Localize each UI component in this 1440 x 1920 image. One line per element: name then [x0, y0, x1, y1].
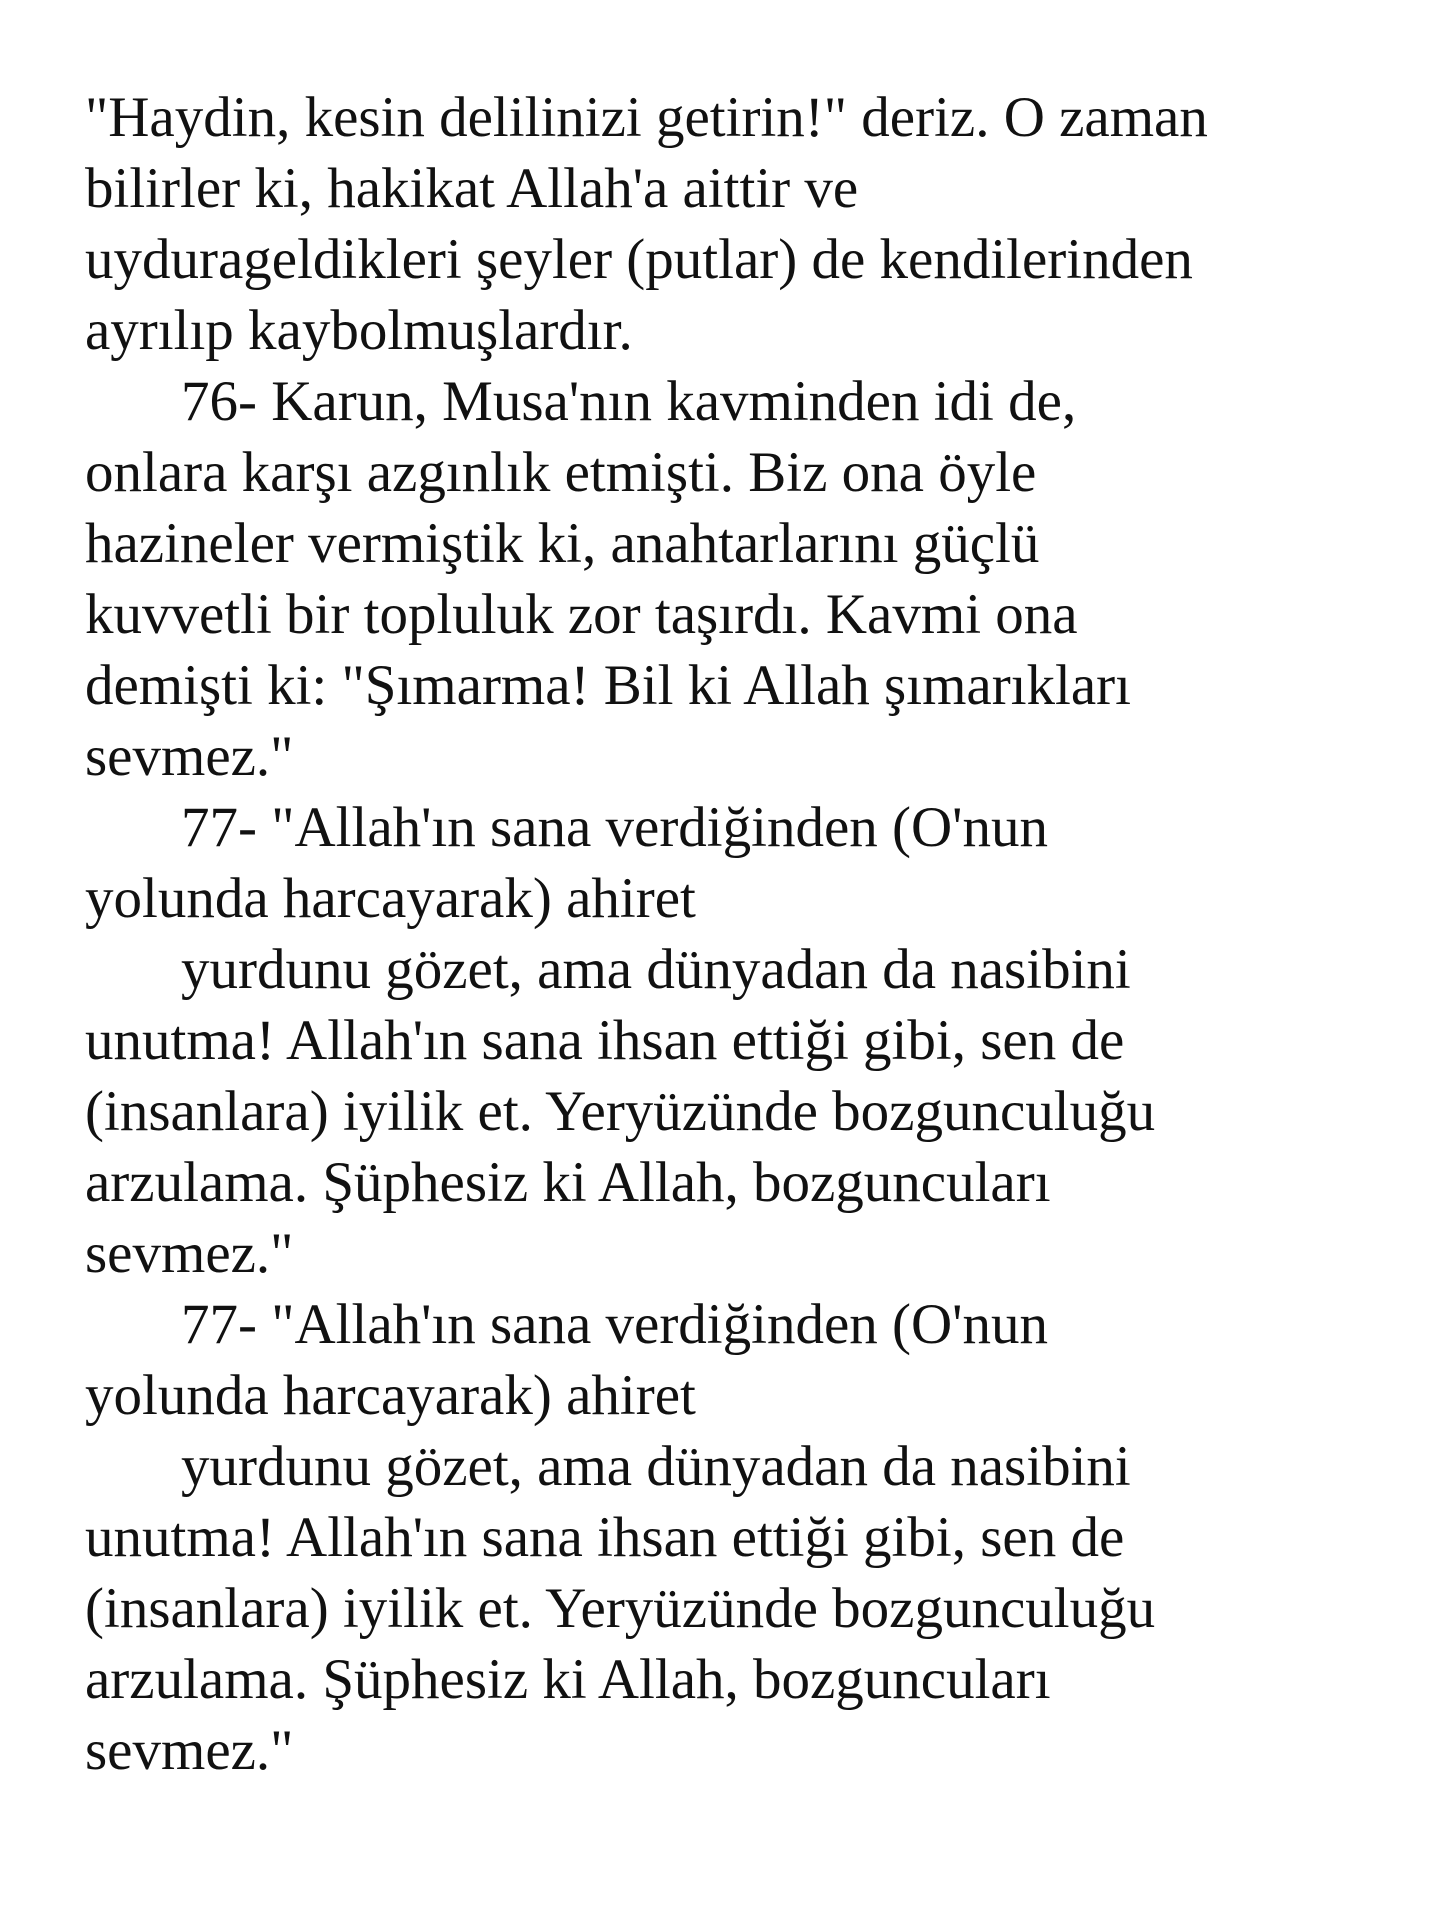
verse-start-line: 77- "Allah'ın sana verdiğinden (O'nun [181, 796, 1048, 859]
text-line: unutma! Allah'ın sana ihsan ettiği gibi, sen de [85, 1506, 1125, 1569]
text-line: hazineler vermiştik ki, anahtarlarını güçlü [85, 512, 1040, 575]
text-line: sevmez." [85, 725, 294, 788]
text-line: yolunda harcayarak) ahiret [85, 867, 696, 930]
text-line: (insanlara) iyilik et. Yeryüzünde bozgunculuğu [85, 1080, 1156, 1143]
text-line: unutma! Allah'ın sana ihsan ettiği gibi, sen de [85, 1009, 1125, 1072]
text-line: sevmez." [85, 1719, 294, 1782]
text-line: "Haydin, kesin delilinizi getirin!" deriz. O zaman [85, 86, 1208, 149]
text-line: uydurageldikleri şeyler (putlar) de kendilerinden [85, 228, 1193, 291]
text-line: ayrılıp kaybolmuşlardır. [85, 299, 633, 362]
text-line: bilirler ki, hakikat Allah'a aittir ve [85, 157, 859, 220]
text-line: kuvvetli bir topluluk zor taşırdı. Kavmi ona [85, 583, 1078, 646]
text-line: demişti ki: "Şımarma! Bil ki Allah şımarıkları [85, 654, 1131, 717]
indented-line: yurdunu gözet, ama dünyadan da nasibini [181, 1435, 1131, 1498]
text-line: yolunda harcayarak) ahiret [85, 1364, 696, 1427]
verse-start-line: 76- Karun, Musa'nın kavminden idi de, [181, 370, 1077, 433]
text-line: arzulama. Şüphesiz ki Allah, bozguncuları [85, 1648, 1051, 1711]
text-line: arzulama. Şüphesiz ki Allah, bozguncuları [85, 1151, 1051, 1214]
document-page [85, 82, 1415, 1786]
verse-start-line: 77- "Allah'ın sana verdiğinden (O'nun [181, 1293, 1048, 1356]
text-line: onlara karşı azgınlık etmişti. Biz ona öyle [85, 441, 1037, 504]
text-line: (insanlara) iyilik et. Yeryüzünde bozgunculuğu [85, 1577, 1156, 1640]
indented-line: yurdunu gözet, ama dünyadan da nasibini [181, 938, 1131, 1001]
text-line: sevmez." [85, 1222, 294, 1285]
